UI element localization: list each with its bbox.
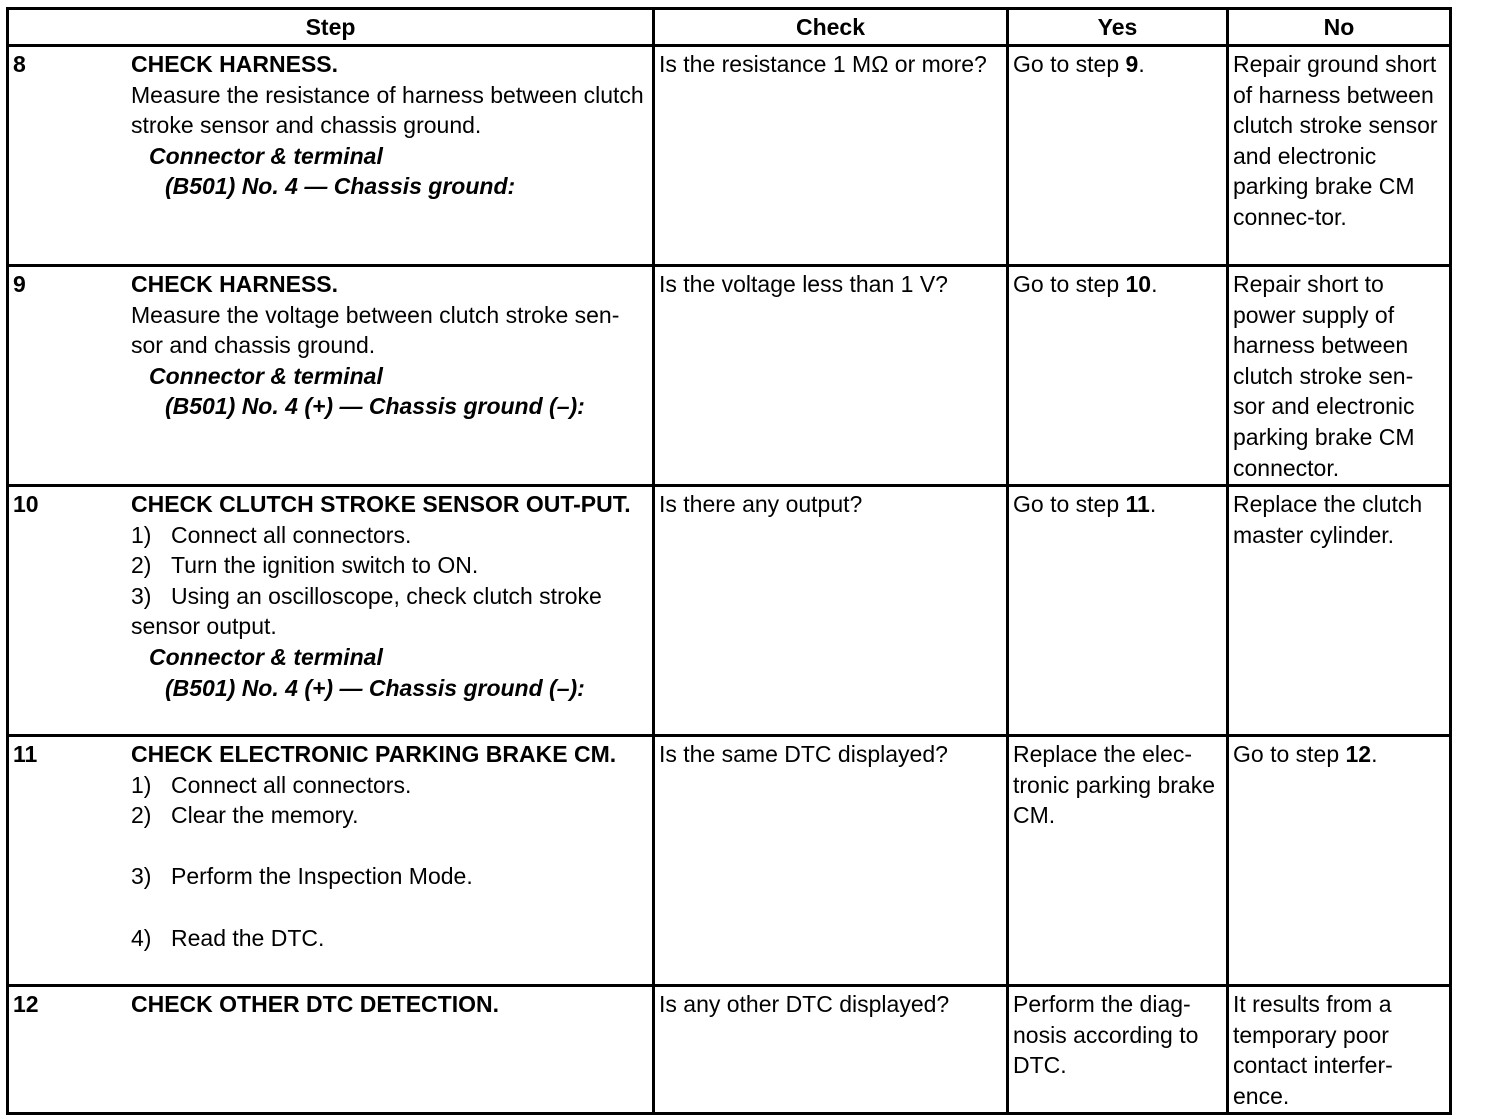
list-item-number: 2)	[131, 552, 152, 579]
table-row	[8, 736, 1451, 986]
step-number: 11	[13, 741, 38, 767]
list-item-number: 4)	[131, 924, 152, 951]
list-item-number: 1)	[131, 521, 152, 548]
header-no: No	[1228, 9, 1451, 46]
list-item	[131, 550, 648, 581]
yes-cell: Perform the diag-nosis according to DTC.	[1008, 986, 1228, 1114]
list-item-text: Read the DTC.	[171, 924, 325, 951]
no-step-number: 12	[1345, 741, 1372, 767]
yes-step-number: 10	[1125, 271, 1152, 297]
table-row	[8, 266, 1451, 486]
connector-label: Connector & terminal	[149, 142, 383, 169]
step-number: 8	[13, 51, 26, 77]
table-row	[8, 986, 1451, 1114]
list-item-number: 1)	[131, 771, 152, 798]
list-item-number: 3)	[131, 863, 152, 890]
check-cell: Is any other DTC displayed?	[654, 986, 1008, 1114]
connector-value: (B501) No. 4 (+) — Chassis ground (–):	[165, 393, 585, 420]
no-cell	[1228, 736, 1451, 986]
list-item-text: Connect all connectors.	[171, 521, 412, 548]
check-cell: Is there any output?	[654, 486, 1008, 736]
header-yes: Yes	[1008, 9, 1228, 46]
connector-value: (B501) No. 4 — Chassis ground:	[165, 173, 516, 200]
header-check: Check	[654, 9, 1008, 46]
connector-value: (B501) No. 4 (+) — Chassis ground (–):	[165, 674, 585, 701]
step-title: CHECK HARNESS.	[131, 51, 339, 77]
diagnostic-table	[6, 7, 1452, 1115]
no-cell: Repair short to power supply of harness between clutch stroke sen-sor and electronic parking brake CM connector.	[1228, 266, 1451, 486]
table-row	[8, 486, 1451, 736]
yes-text: Go to step	[1013, 51, 1126, 77]
list-item	[131, 923, 648, 954]
yes-cell	[1008, 266, 1228, 486]
step-description: Measure the resistance of harness between clutch stroke sensor and chassis ground.	[131, 81, 644, 139]
check-cell: Is the same DTC displayed?	[654, 736, 1008, 986]
step-title: CHECK ELECTRONIC PARKING BRAKE CM.	[131, 741, 617, 767]
yes-text: Go to step	[1013, 491, 1126, 517]
yes-text: Go to step	[1013, 271, 1126, 297]
list-item	[131, 800, 648, 831]
list-item-text: Turn the ignition switch to ON.	[171, 552, 479, 579]
list-item-number: 3)	[131, 582, 152, 609]
step-title: CHECK HARNESS.	[131, 271, 339, 297]
step-cell	[8, 266, 654, 486]
yes-cell	[1008, 486, 1228, 736]
step-cell	[8, 986, 654, 1114]
step-title: CHECK OTHER DTC DETECTION.	[131, 991, 499, 1017]
yes-cell	[1008, 46, 1228, 266]
header-row	[8, 9, 1451, 46]
no-cell: Repair ground short of harness between clutch stroke sensor and electronic parking brake CM connec-tor.	[1228, 46, 1451, 266]
yes-step-number: 11	[1125, 491, 1150, 517]
list-item	[131, 770, 648, 801]
step-description: Measure the voltage between clutch stroke sen-sor and chassis ground.	[131, 301, 620, 359]
yes-cell: Replace the elec-tronic parking brake CM.	[1008, 736, 1228, 986]
no-text: Go to step	[1233, 741, 1346, 767]
table-row	[8, 46, 1451, 266]
step-number: 10	[13, 491, 39, 517]
list-item-number: 2)	[131, 802, 152, 829]
yes-suffix: .	[1151, 271, 1158, 297]
step-number: 9	[13, 271, 26, 297]
list-item	[131, 581, 648, 642]
connector-label: Connector & terminal	[149, 362, 383, 389]
list-item-text: Perform the Inspection Mode.	[171, 863, 473, 890]
step-number: 12	[13, 991, 39, 1017]
step-title: CHECK CLUTCH STROKE SENSOR OUT-PUT.	[131, 491, 631, 517]
step-cell	[8, 736, 654, 986]
yes-step-number: 9	[1125, 51, 1139, 77]
yes-suffix: .	[1149, 491, 1157, 517]
connector-label: Connector & terminal	[149, 643, 383, 670]
no-cell: Replace the clutch master cylinder.	[1228, 486, 1451, 736]
step-cell	[8, 46, 654, 266]
list-item-text: Connect all connectors.	[171, 771, 412, 798]
check-cell: Is the resistance 1 MΩ or more?	[654, 46, 1008, 266]
list-item	[131, 520, 648, 551]
no-suffix: .	[1371, 741, 1378, 767]
no-cell: It results from a temporary poor contact interfer-ence.	[1228, 986, 1451, 1114]
check-cell: Is the voltage less than 1 V?	[654, 266, 1008, 486]
list-item-text: Clear the memory.	[171, 802, 359, 829]
yes-suffix: .	[1138, 51, 1145, 77]
step-cell	[8, 486, 654, 736]
header-step: Step	[8, 9, 654, 46]
list-item	[131, 861, 648, 892]
list-item-text: Using an oscilloscope, check clutch stroke sensor output.	[131, 582, 602, 640]
